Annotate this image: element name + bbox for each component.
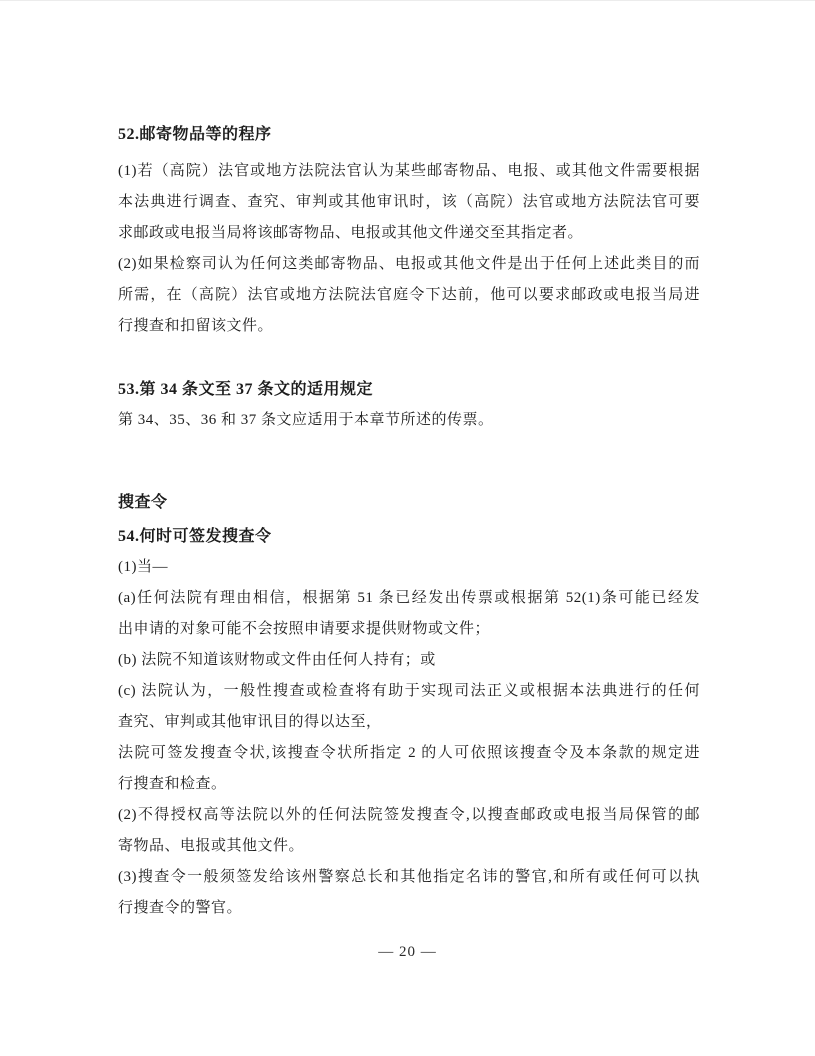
text-line: (c) 法院认为，一般性搜查或检查将有助于实现司法正义或根据本法典进行的任何 [118,683,700,699]
text-line: (1)当— [118,559,168,575]
section-heading-53: 53.第 34 条文至 37 条文的适用规定 [118,381,374,398]
text-line: 查究、审判或其他审讯目的得以达至， [118,714,382,730]
section-54-clause-a [118,583,700,645]
text-line: 第 34、35、36 和 37 条文应适用于本章节所述的传票。 [118,412,494,428]
text-line: 所需，在（高院）法官或地方法院法官庭令下达前，他可以要求邮政或电报当局进 [118,287,700,303]
footer-page-number: — 20 — [378,944,437,960]
section-54-clause-c [118,676,700,738]
section-54-paragraph-3 [118,862,700,924]
section-52-paragraph-1 [118,156,700,249]
text-line: (b) 法院不知道该财物或文件由任何人持有；或 [118,652,436,668]
text-line: (1)若（高院）法官或地方法院法官认为某些邮寄物品、电报、或其他文件需要根据 [118,163,700,179]
page-content [118,119,700,924]
section-54-paragraph-2 [118,800,700,862]
section-heading-52: 52.邮寄物品等的程序 [118,126,272,143]
text-line: (2)不得授权高等法院以外的任何法院签发搜查令,以搜查邮政或电报当局保管的邮 [118,807,700,823]
section-heading-54: 54.何时可签发搜查令 [118,528,272,545]
section-54-clause-b [118,645,700,676]
text-line: 法院可签发搜查令状,该搜查令状所指定 2 的人可依照该搜查令及本条款的规定进 [118,745,700,761]
text-line: (2)如果检察司认为任何这类邮寄物品、电报或其他文件是出于任何上述此类目的而 [118,256,700,272]
chapter-subheading-search-warrant: 搜查令 [118,494,168,511]
text-line: 出申请的对象可能不会按照申请要求提供财物或文件； [118,621,491,637]
text-line: (3)搜查令一般须签发给该州警察总长和其他指定名讳的警官,和所有或任何可以执 [118,869,700,885]
text-line: 行搜查和扣留该文件。 [118,318,274,334]
section-54-closing-text [118,738,700,800]
text-line: 寄物品、电报或其他文件。 [118,838,305,854]
text-line: 行搜查令的警官。 [118,900,243,916]
text-line: 本法典进行调查、查究、审判或其他审讯时，该（高院）法官或地方法院法官可要 [118,194,700,210]
section-54-intro [118,552,700,583]
section-53-paragraph-1 [118,405,700,436]
text-line: (a)任何法院有理由相信，根据第 51 条已经发出传票或根据第 52(1)条可能已经发 [118,590,700,606]
text-line: 求邮政或电报当局将该邮寄物品、电报或其他文件递交至其指定者。 [118,225,584,241]
section-52-paragraph-2 [118,249,700,342]
text-line: 行搜查和检查。 [118,776,227,792]
